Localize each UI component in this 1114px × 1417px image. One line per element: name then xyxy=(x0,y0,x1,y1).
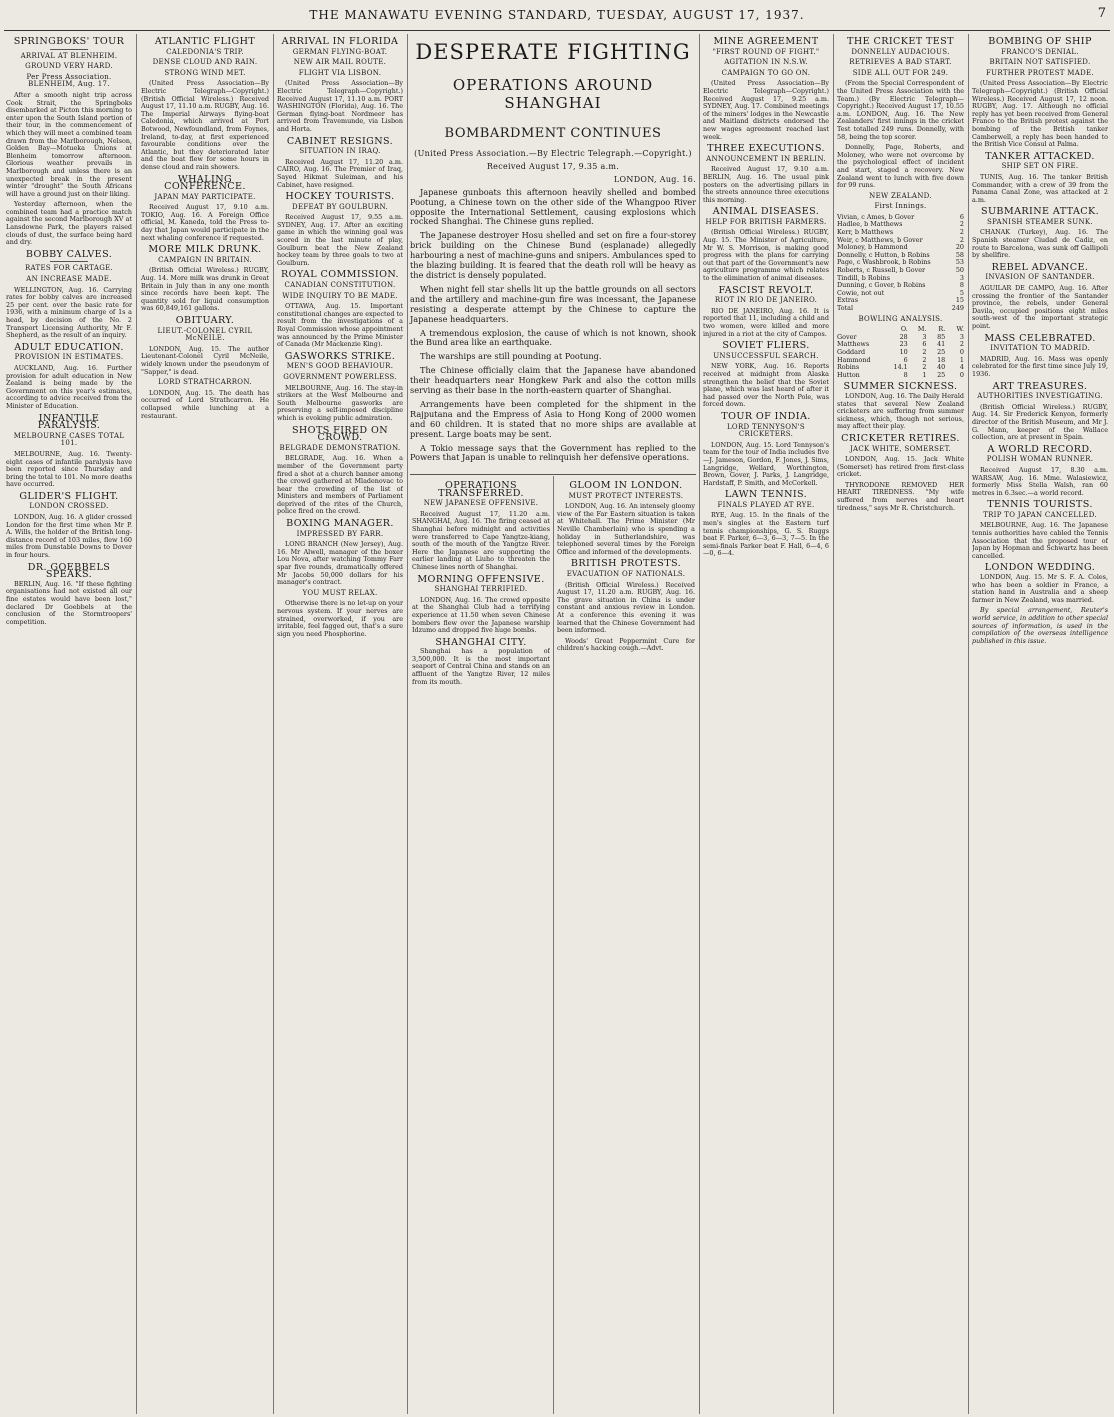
bowling-cell: 0 xyxy=(959,370,964,379)
article-text: LONDON, Aug. 15. Lord Tennyson's team for the tour of India includes five—J. Jameson, Gordon, F. Jones, J. Sims, Langridge, Wellard, Worthington, Brown, Gover, J. Parks, J. Langridge, Hardstaff, P. Smith, and McCorkell. xyxy=(703,440,829,487)
column-1 xyxy=(6,34,132,1414)
article-text: RIO DE JANEIRO, Aug. 16. It is reported that 11, including a child and two women, were killed and more injured in a riot at the city of Campos. xyxy=(703,306,829,338)
bowling-cell: 3 xyxy=(959,332,964,341)
article-text: (British Official Wireless.) RUGBY, Aug. 14. Sir Frederick Kenyon, formerly director of the British Museum, and Mr J. G. Mann, keeper of the Wallace collection, are at present in Spain. xyxy=(972,402,1108,442)
headline: BOXING MANAGER. xyxy=(286,518,394,530)
runs: 2 xyxy=(959,228,964,237)
subhead: MEN'S GOOD BEHAVIOUR. xyxy=(286,362,394,371)
bowling-analysis xyxy=(837,326,964,379)
article-text: Received August 17, 9.10 a.m. BERLIN, Aug. 16. The usual pink posters on the advertising pillars in the streets announce three executions this morning. xyxy=(703,165,829,204)
subhead: First Innings. xyxy=(874,202,927,211)
batsman: Weir, c Matthews, b Gover xyxy=(837,235,923,244)
batsman: Vivian, c Ames, b Gover xyxy=(837,212,915,221)
bowling-cell: 40 xyxy=(937,363,946,372)
divider xyxy=(50,261,88,262)
article-text: Yesterday afternoon, when the combined team had a practice match against the second Marlborough XV at Lansdowne Park, the players raised clouds of dust, the surface being hard and dry. xyxy=(6,200,132,247)
article-text: Arrangements have been completed for the shipment in the Rajputana and the Empress of Asia to Hong Kong of 2000 women and 60 children. It is stated that no more ships are available at present. Large boats may be sent. xyxy=(410,398,696,439)
bowling-row xyxy=(837,372,964,380)
article-text: Received August 17, 9.10 a.m. TOKIO, Aug. 16. A Foreign Office official, M. Kaneda, told the Press to-day that Japan would participate in the next whaling conference if requested. xyxy=(141,203,269,242)
column-5 xyxy=(703,34,829,1414)
subhead: IMPRESSED BY FARR. xyxy=(296,529,384,538)
subhead: JAPAN MAY PARTICIPATE. xyxy=(154,192,256,201)
subhead: FRANCO'S DENIAL. xyxy=(1001,47,1079,56)
newspaper-title: THE MANAWATU EVENING STANDARD, TUESDAY, AUGUST 17, 1937. xyxy=(309,8,805,22)
headline: SUBMARINE ATTACK. xyxy=(980,206,1100,218)
headline: OPERATIONS TRANSFERRED. xyxy=(438,480,524,499)
received-line: Received August 17, 9.35 a.m. xyxy=(486,161,620,171)
subhead: YOU MUST RELAX. xyxy=(302,588,378,597)
article-text: A Tokio message says that the Government has replied to the Powers that Japan is unable to relinquish her defensive operations. xyxy=(410,442,696,463)
bowling-cell: 3 xyxy=(922,332,927,341)
article-text: The Japanese destroyer Hosu shelled and set on fire a four-storey brick building on the Chinese Bund (esplanade) allegedly harbouring a nest of machine-guns and snipers. Ambulances sped to the blazing building. It is feared that the death roll will be heavy as the district is densely populated. xyxy=(410,230,696,280)
masthead xyxy=(0,0,1114,34)
article-text: LONDON, Aug. 15. The author Lieutenant-Colonel Cyril McNeile, widely known under the pseudonym of "Sapper," is dead. xyxy=(141,344,269,376)
headline: BRITISH PROTESTS. xyxy=(570,558,682,570)
runs: 20 xyxy=(955,243,964,252)
bowling-cell: 18 xyxy=(937,355,946,364)
headline: FASCIST REVOLT. xyxy=(718,284,814,296)
section-rule xyxy=(410,474,696,475)
runs: 2 xyxy=(959,235,964,244)
headline: CRICKETER RETIRES. xyxy=(841,432,960,444)
subhead: TRIP TO JAPAN CANCELLED. xyxy=(983,510,1097,519)
column-separator xyxy=(553,476,554,1414)
article-text: (British Official Wireless.) Received August 17, 11.20 a.m. RUGBY, Aug. 16. The grave situation in China is under constant and anxious review in London. At a conference this evening it was learned that the Chinese Government had been informed. xyxy=(557,580,695,635)
runs: 3 xyxy=(959,273,964,282)
article-text: Shanghai has a population of 3,500,000. It is the most important seaport of Central China and stands on an affluent of the Yangtze River, 12 miles from its mouth. xyxy=(412,647,550,686)
article-text: When night fell star shells lit up the battle grounds on all sectors and the artillery and machine-gun fire was incessant, the Japanese resisting a desperate attempt by the Chinese to capture the Japanese headquarters. xyxy=(410,283,696,324)
article-text: (United Press Association—By Electric Telegraph—Copyright.) Received August 17, 9.25 a.m. SYDNEY, Aug. 17. Combined meetings of the miners' lodges in the Newcastle and Maitland districts endorsed the new wages agreement reached last week. xyxy=(703,79,829,141)
advertisement: Woods' Great Peppermint Cure for children's hacking cough.—Advt. xyxy=(557,636,695,653)
article-text: NEW YORK, Aug. 16. Reports received at midnight from Alaska strengthen the belief that the Soviet plane, which was last heard of after it had passed over the North Pole, was forced down. xyxy=(703,362,829,409)
bowling-cell: Matthews xyxy=(837,340,870,349)
bowling-cell: 25 xyxy=(937,347,946,356)
bowling-cell: Goddard xyxy=(837,347,866,356)
bowling-cell: M. xyxy=(917,325,927,334)
article-text: LONDON, Aug. 16. An intensely gloomy view of the Far Eastern situation is taken at Whitehall. The Prime Minister (Mr Neville Chamberlain) who is spending a holiday in Sutherlandshire, was telephoned several times by the Foreign Office and informed of the developments. xyxy=(557,502,695,556)
batsman: Hadlee, b Matthews xyxy=(837,220,903,229)
article-text: A tremendous explosion, the cause of which is not known, shook the Bund area like an earthquake. xyxy=(410,327,696,348)
lead-subheadline: OPERATIONS AROUND SHANGHAI xyxy=(452,76,654,112)
article-text: (United Press Association—By Electric Telegraph—Copyright.) (British Official Wireless.) Received August 17, 12 noon. RUGBY, Aug. 17. Although no official reply has yet been received from General Franco to the British protest against the bombing of the British tanker Camberwell, a reply has been handed to the British Vice Consul at Palma. xyxy=(972,79,1108,149)
headline: ART TREASURES. xyxy=(992,380,1088,392)
column-separator xyxy=(968,34,969,1414)
lead-story xyxy=(410,34,696,467)
headline: HOCKEY TOURISTS. xyxy=(285,191,395,203)
subhead: JACK WHITE, SOMERSET. xyxy=(849,444,952,453)
bowling-cell: 28 xyxy=(899,332,908,341)
column-separator xyxy=(407,34,408,1414)
article-text: Received August 17, 11.20 a.m. CAIRO, Aug. 16. The Premier of Iraq, Sayed Hikmat Suleiman, and his Cabinet, have resigned. xyxy=(277,157,403,189)
lead-deck: BOMBARDMENT CONTINUES xyxy=(444,126,662,141)
subhead: POLISH WOMAN RUNNER. xyxy=(986,455,1094,464)
headline: LONDON WEDDING. xyxy=(984,562,1096,574)
column-3 xyxy=(277,34,403,1414)
scorecard-row xyxy=(837,297,964,305)
bowling-cell: 41 xyxy=(937,340,946,349)
bowling-cell: O. xyxy=(900,325,908,334)
bowling-cell: Hutton xyxy=(837,370,860,379)
headline: TOUR OF INDIA. xyxy=(721,410,811,422)
subhead: STRONG WIND MET. xyxy=(164,68,246,77)
subhead: AUTHORITIES INVESTIGATING. xyxy=(977,392,1103,401)
subhead: BOWLING ANALYSIS. xyxy=(858,314,943,323)
article-text: (United Press Association—By Electric Telegraph—Copyright.) (British Official Wireless.) Received August 17, 11.10 a.m. RUGBY, Aug. 16. The Imperial Airways flying-boat Caledonia, which arrived at Port Botwood, Newfoundland, from Foynes, Ireland, to-day, at first experienced favourable conditions over the Atlantic, but they deteriorated later and the boat flew for some hours in dense cloud and rain showers. xyxy=(141,79,269,171)
batsman: Kerr, b Matthews xyxy=(837,228,894,237)
headline: A WORLD RECORD. xyxy=(987,443,1093,455)
headline: THE CRICKET TEST xyxy=(847,36,954,47)
headline: SHANGHAI CITY. xyxy=(435,636,527,648)
subhead: EVACUATION OF NATIONALS. xyxy=(566,569,686,578)
subhead: FLIGHT VIA LISBON. xyxy=(298,68,382,77)
article-text: BELGRADE, Aug. 16. When a member of the Government party fired a shot at a church banner among the crowd gathered at Mladenovac to hear the crowding of the list of Ministers and members of Parliament deprived of the rites of the Church, police fired on the crowd. xyxy=(277,454,403,516)
dateline: LONDON, Aug. 16. xyxy=(613,174,696,184)
subhead: NEW JAPANESE OFFENSIVE. xyxy=(423,499,539,508)
runs: 15 xyxy=(955,296,964,305)
header-rule xyxy=(4,30,1110,31)
article-text: LONDON, Aug. 16. A glider crossed London for the first time when Mr P. A. Wills, the holder of the British long-distance record of 103 miles, flew 160 miles from Dunstable Downs to Dover in four hours. xyxy=(6,513,132,560)
column-6 xyxy=(837,34,964,1414)
bowling-cell: 0 xyxy=(959,347,964,356)
article-text: After a smooth night trip across Cook Strait, the Springboks disembarked at Picton this morning to enter upon the South Island portion of their tour, in the commencement of which they will meet a combined team drawn from the Marlborough, Nelson, Golden Bay—Motueka Unions at Blenheim tomorrow afternoon. Glorious weather prevails in Marlborough and unless there is an unexpected break in the present winter "drought" the South Africans will have a ground just on their liking. xyxy=(6,90,132,198)
subhead: MELBOURNE CASES TOTAL 101. xyxy=(13,431,125,448)
subhead: ARRIVAL AT BLENHEIM. xyxy=(20,51,118,60)
headline: SOVIET FLIERS. xyxy=(722,340,810,352)
subhead: BELGRADE DEMONSTRATION. xyxy=(279,443,401,452)
subhead: DEFEAT BY GOULBURN. xyxy=(292,202,388,211)
credit-line: (United Press Association.—By Electric Telegraph.—Copyright.) xyxy=(414,149,692,158)
runs: 6 xyxy=(959,212,964,221)
subhead: DENSE CLOUD AND RAIN. xyxy=(152,58,258,67)
footnote: By special arrangement, Reuter's world service, in addition to other special sources of information, is used in the compilation of the overseas intelligence published in this issue. xyxy=(972,606,1108,645)
subhead: SITUATION IN IRAQ. xyxy=(299,147,381,156)
runs: 2 xyxy=(959,220,964,229)
article-text: TUNIS, Aug. 16. The tanker British Commander, with a crew of 39 from the Panama Canal Zone, was attacked at 2 a.m. xyxy=(972,172,1108,204)
subhead: PROVISION IN ESTIMATES. xyxy=(14,353,124,362)
headline: MORE MILK DRUNK. xyxy=(148,244,262,256)
bowling-cell: 85 xyxy=(937,332,946,341)
scorecard xyxy=(837,214,964,313)
article-text: LONDON, Aug. 16. The Daily Herald states that several New Zealand cricketers are suffering from summer sickness, which, though not serious, may affect their play. xyxy=(837,391,964,431)
article-text: (British Official Wireless.) RUGBY, Aug. 14. More milk was drunk in Great Britain in July than in any one month since records have been kept. The quantity sold for liquid consumption was 60,849,161 gallons. xyxy=(141,266,269,313)
article-text: AGUILAR DE CAMPO, Aug. 16. After crossing the frontier of the Santander province, the rebels, under General Davila, occupied positions eight miles south-west of the important strategic point. xyxy=(972,284,1108,330)
article-text: MELBOURNE, Aug. 16. Twenty-eight cases of infantile paralysis have been reported since Thursday and bring the total to 101. No more deaths have occurred. xyxy=(6,449,132,489)
batsman: Moloney, b Hammond xyxy=(837,243,908,252)
headline: DR. GOEBBELS SPEAKS. xyxy=(27,561,111,581)
runs: 249 xyxy=(951,304,964,312)
subhead: GROUND VERY HARD. xyxy=(25,62,113,71)
subhead: SHIP SET ON FIRE. xyxy=(1001,162,1079,171)
column-separator xyxy=(699,34,700,1414)
bowling-cell: Robins xyxy=(837,363,860,372)
headline: THREE EXECUTIONS. xyxy=(707,143,825,155)
subhead: RIOT IN RIO DE JANEIRO. xyxy=(714,296,818,305)
article-text: BERLIN, Aug. 16. "If these fighting organisations had not existed all our fine estates would have been lost," declared Dr Goebbels at the conclusion of the Stormtroopers' competition. xyxy=(6,579,132,626)
subhead: NEW AIR MAIL ROUTE. xyxy=(293,58,387,67)
bowling-cell: R. xyxy=(938,325,946,334)
subhead: LORD STRATHCARRON. xyxy=(158,378,252,387)
headline: BOMBING OF SHIP xyxy=(988,36,1092,47)
batsman: Dunning, c Gover, b Robins xyxy=(837,281,926,290)
bowling-cell: Hammond xyxy=(837,355,871,364)
subhead: SIDE ALL OUT FOR 249. xyxy=(852,68,949,77)
subhead: MUST PROTECT INTERESTS. xyxy=(568,491,684,500)
runs: 53 xyxy=(955,258,964,267)
headline: CABINET RESIGNS. xyxy=(286,135,394,147)
headline: BOBBY CALVES. xyxy=(25,248,113,260)
bowling-cell: 1 xyxy=(959,355,964,364)
headline: ARRIVAL IN FLORIDA xyxy=(281,36,399,47)
article-text: LONDON, Aug. 15. Jack White (Somerset) has retired from first-class cricket. xyxy=(837,455,964,479)
subhead: INVASION OF SANTANDER. xyxy=(985,273,1095,282)
subhead: HELP FOR BRITISH FARMERS. xyxy=(705,217,827,226)
headline: WHALING CONFERENCE. xyxy=(164,173,246,193)
runs: 5 xyxy=(959,288,964,297)
subhead: SPANISH STEAMER SUNK. xyxy=(987,217,1093,226)
article-text: CHANAK (Turkey), Aug. 16. The Spanish steamer Ciudad de Cadiz, en route to Barcelona, was sunk off Gallipoli by shellfire. xyxy=(972,228,1108,260)
headline: ANIMAL DISEASES. xyxy=(712,206,820,218)
subhead: GOVERNMENT POWERLESS. xyxy=(283,372,397,381)
bowling-cell: 23 xyxy=(899,340,908,349)
sub-column-1 xyxy=(412,478,550,1414)
batsman: Donnelly, c Hutton, b Robins xyxy=(837,250,930,259)
article-text: Otherwise there is no let-up on your nervous system. If your nerves are strained, overworked, if you are irritable, feel fagged out, that's a sure sign you need Phosphorine. xyxy=(277,599,403,638)
headline: SHOTS FIRED ON CROWD. xyxy=(291,424,389,444)
headline: SUMMER SICKNESS. xyxy=(843,381,958,393)
article-text: MADRID, Aug. 16. Mass was openly celebrated for the first time since July 19, 1936. xyxy=(972,354,1108,378)
subhead: FURTHER PROTEST MADE. xyxy=(986,68,1094,77)
headline: ADULT EDUCATION. xyxy=(14,341,124,353)
headline: MASS CELEBRATED. xyxy=(984,332,1096,344)
subhead: BRITAIN NOT SATISFIED. xyxy=(989,58,1091,67)
bowling-cell: 6 xyxy=(922,340,927,349)
article-text: The warships are still pounding at Pootung. xyxy=(420,351,602,362)
article-text: LONG BRANCH (New Jersey), Aug. 16. Mr Alwell, manager of the boxer Lou Nova, after watching Tommy Farr spar five rounds, dramatically offered Mr Jacobs 50,000 dollars for his manager's contract. xyxy=(277,540,403,587)
subhead: CANADIAN CONSTITUTION. xyxy=(284,281,396,290)
batsman: Extras xyxy=(837,296,858,305)
subhead: LIEUT.-COLONEL CYRIL McNEILE. xyxy=(157,326,253,343)
subhead: CAMPAIGN TO GO ON. xyxy=(721,68,811,77)
article-text: LONDON, Aug. 15. The death has occurred of Lord Strathcarron. He collapsed while lunching at a restaurant. xyxy=(141,388,269,420)
article-text: The Chinese officially claim that the Japanese have abandoned their headquarters near Hongkew Park and also the cotton mills serving as their base in the north-eastern quarter of Shanghai. xyxy=(410,365,696,396)
divider xyxy=(50,49,88,50)
headline: ATLANTIC FLIGHT xyxy=(154,36,256,47)
article-text: Received August 17, 8.30 a.m. WARSAW, Aug. 16. Mme. Walasiewicz, formerly Miss Stella Walsh, ran 60 metres in 6.3sec.—a world record. xyxy=(972,465,1108,497)
subhead: RETRIEVES A BAD START. xyxy=(849,58,952,67)
headline: SPRINGBOKS' TOUR xyxy=(13,36,125,47)
column-7 xyxy=(972,34,1108,1414)
subhead: GERMAN FLYING-BOAT. xyxy=(292,47,388,56)
column-separator xyxy=(273,34,274,1414)
article-text: LONDON, Aug. 16. The crowd opposite at the Shanghai Club had a terrifying experience at 11.50 when seven Chinese bombers flew over the Japanese warship Idzumo and dropped five huge bombs. xyxy=(412,595,550,635)
headline: GLIDER'S FLIGHT. xyxy=(19,490,119,502)
article-text: Received August 17, 9.55 a.m. SYDNEY, Aug. 17. After an exciting game in which the winning goal was scored in the last minute of play, Goulburn beat the New Zealand hockey team by three goals to two at Goulburn. xyxy=(277,213,403,267)
bowling-cell: 1 xyxy=(922,370,927,379)
bowling-cell: 2 xyxy=(922,347,927,356)
subhead: CAMPAIGN IN BRITAIN. xyxy=(158,255,252,264)
bowling-cell: W. xyxy=(956,325,964,334)
subhead: CALEDONIA'S TRIP. xyxy=(166,47,244,56)
article-text: Received August 17, 11.20 a.m. SHANGHAI, Aug. 16. The firing ceased at Shanghai before midnight and activities were transferred to Cape Yangtze-kiang, south of the mouth of the Yangtze River. Here the Japanese are supporting the earlier landing at Liuho to threaten the Chinese lines north of Shanghai. xyxy=(412,509,550,571)
bowling-cell: Gover xyxy=(837,332,857,341)
advertisement: THYRODONE REMOVED HER HEART TIREDNESS. "My wife suffered from nerves and heart tiredness," says Mr R. Christchurch. xyxy=(837,480,964,512)
article-text: AUCKLAND, Aug. 16. Further provision for adult education in New Zealand is being made by the Government on this year's estimates, according to advice received from the Minister of Education. xyxy=(6,363,132,410)
subhead: RATES FOR CARTAGE. xyxy=(24,264,114,273)
batsman: Total xyxy=(837,304,854,312)
bowling-cell: 2 xyxy=(922,355,927,364)
article-text: WELLINGTON, Aug. 16. Carrying rates for bobby calves are increased 25 per cent. over the basic rate for 1936, with a minimum charge of 1s a head, by decision of the No. 2 Transport Licensing Authority, Mr F. Shepherd, as the result of an inquiry. xyxy=(6,285,132,340)
bowling-cell: 14.1 xyxy=(893,363,908,372)
column-separator xyxy=(833,34,834,1414)
subhead: AGITATION IN N.S.W. xyxy=(724,58,808,67)
headline: MORNING OFFENSIVE. xyxy=(417,573,545,585)
dateline: Per Press Association. BLENHEIM, Aug. 17. xyxy=(26,72,112,89)
runs: 8 xyxy=(959,281,964,290)
article-text: RYE, Aug. 15. In the finals of the men's singles at the Eastern turf tennis championships, G. S. Ruggs beat F. Parker, 6—3, 6—3, 7—5. In the semi-finals Parker beat F. Hall, 6—4, 6—0, 6—4. xyxy=(703,511,829,558)
headline: TANKER ATTACKED. xyxy=(985,150,1095,162)
runs: 58 xyxy=(955,250,964,259)
headline: GLOOM IN LONDON. xyxy=(569,480,683,491)
column-separator xyxy=(136,34,137,1414)
bowling-cell: 10 xyxy=(899,347,908,356)
lead-headline: DESPERATE FIGHTING xyxy=(415,40,691,64)
headline: GASWORKS STRIKE. xyxy=(284,350,396,362)
subhead: AN INCREASE MADE. xyxy=(26,275,112,284)
bowling-cell: 2 xyxy=(959,340,964,349)
article-text: OTTAWA, Aug. 15. Important constitutional changes are expected to result from the investigations of a Royal Commission whose appointment was announced by the Prime Minister of Canada (Mr Mackenzie King). xyxy=(277,302,403,349)
subhead: LONDON CROSSED. xyxy=(29,502,109,511)
subhead: FINALS PLAYED AT RYE. xyxy=(717,500,815,509)
article-text: Japanese gunboats this afternoon heavily shelled and bombed Pootung, a Chinese town on the other side of the Whangpoo River opposite the International Settlement, causing explosions which rocked Shanghai. The Chinese guns replied. xyxy=(410,186,696,227)
article-text: (From the Special Correspondent of the United Press Association with the Team.) (By Electric Telegraph—Copyright.) Received August 17, 10.55 a.m. LONDON, Aug. 16. The New Zealanders' first innings in the cricket Test totalled 249 runs. Donnelly, with 58, being the top scorer. xyxy=(837,79,964,141)
bowling-cell: 6 xyxy=(903,355,908,364)
bowling-cell: 8 xyxy=(903,370,908,379)
bowling-cell: 2 xyxy=(922,363,927,372)
headline: OBITUARY. xyxy=(175,315,235,326)
subhead: LORD TENNYSON'S CRICKETERS. xyxy=(726,422,806,439)
column-2 xyxy=(141,34,269,1414)
batsman: Tindill, b Robins xyxy=(837,273,891,282)
article-text: MELBOURNE, Aug. 16. The Japanese tennis authorities have cabled the Tennis Association that the proposed tour of Japan by Hopman and Schwartz has been cancelled. xyxy=(972,521,1108,560)
runs: 50 xyxy=(955,266,964,275)
headline: LAWN TENNIS. xyxy=(724,489,808,501)
headline: MINE AGREEMENT xyxy=(713,36,819,47)
article-text: Donnelly, Page, Roberts, and Moloney, who were not overcome by the psychological effect of incident and start, staged a recovery. New Zealand went to lunch with five down for 99 runs. xyxy=(837,143,964,190)
headline: TENNIS TOURISTS. xyxy=(987,499,1093,511)
subhead: "FIRST ROUND OF FIGHT." xyxy=(712,47,820,56)
sub-column-2 xyxy=(557,478,695,1414)
subhead: NEW ZEALAND. xyxy=(869,191,932,200)
headline: ROYAL COMMISSION. xyxy=(281,269,399,281)
subhead: WIDE INQUIRY TO BE MADE. xyxy=(282,291,398,300)
article-text: (British Official Wireless.) RUGBY, Aug. 15. The Minister of Agriculture, Mr W. S. Morrison, is making good progress with the plans for carrying out that part of the Government's new agriculture programme which relates to the elimination of animal diseases. xyxy=(703,228,829,283)
scorecard-row xyxy=(837,305,964,313)
subhead: SHANGHAI TERRIFIED. xyxy=(434,585,528,594)
headline: REBEL ADVANCE. xyxy=(991,261,1089,273)
subhead: UNSUCCESSFUL SEARCH. xyxy=(713,351,819,360)
bowling-cell: 4 xyxy=(959,363,964,372)
page-number: 7 xyxy=(1097,6,1106,21)
batsman: Page, c Washbrook, b Robins xyxy=(837,258,931,267)
article-text: (United Press Association—By Electric Telegraph—Copyright.) Received August 17, 11.10 a.m. PORT WASHINGTON (Florida), Aug. 16. The German flying-boat Nordmeer has arrived from Travemunde, via Lisbon and Horta. xyxy=(277,79,403,133)
article-text: LONDON, Aug. 15. Mr S. F. A. Coles, who has been a soldier in France, a station hand in Australia and a sheep farmer in New Zealand, was married. xyxy=(972,573,1108,604)
batsman: Roberts, c Russell, b Gover xyxy=(837,266,926,275)
batsman: Cowie, not out xyxy=(837,288,885,297)
article-text: MELBOURNE, Aug. 16. The stay-in strikers at the West Melbourne and South Melbourne gasworks are preserving a self-imposed discipline which is evoking public admiration. xyxy=(277,383,403,422)
bowling-cell: 25 xyxy=(937,370,946,379)
subhead: DONNELLY AUDACIOUS. xyxy=(851,47,950,56)
subhead: ANNOUNCEMENT IN BERLIN. xyxy=(706,154,826,163)
subhead: INVITATION TO MADRID. xyxy=(990,344,1090,353)
headline: INFANTILE PARALYSIS. xyxy=(37,412,101,432)
